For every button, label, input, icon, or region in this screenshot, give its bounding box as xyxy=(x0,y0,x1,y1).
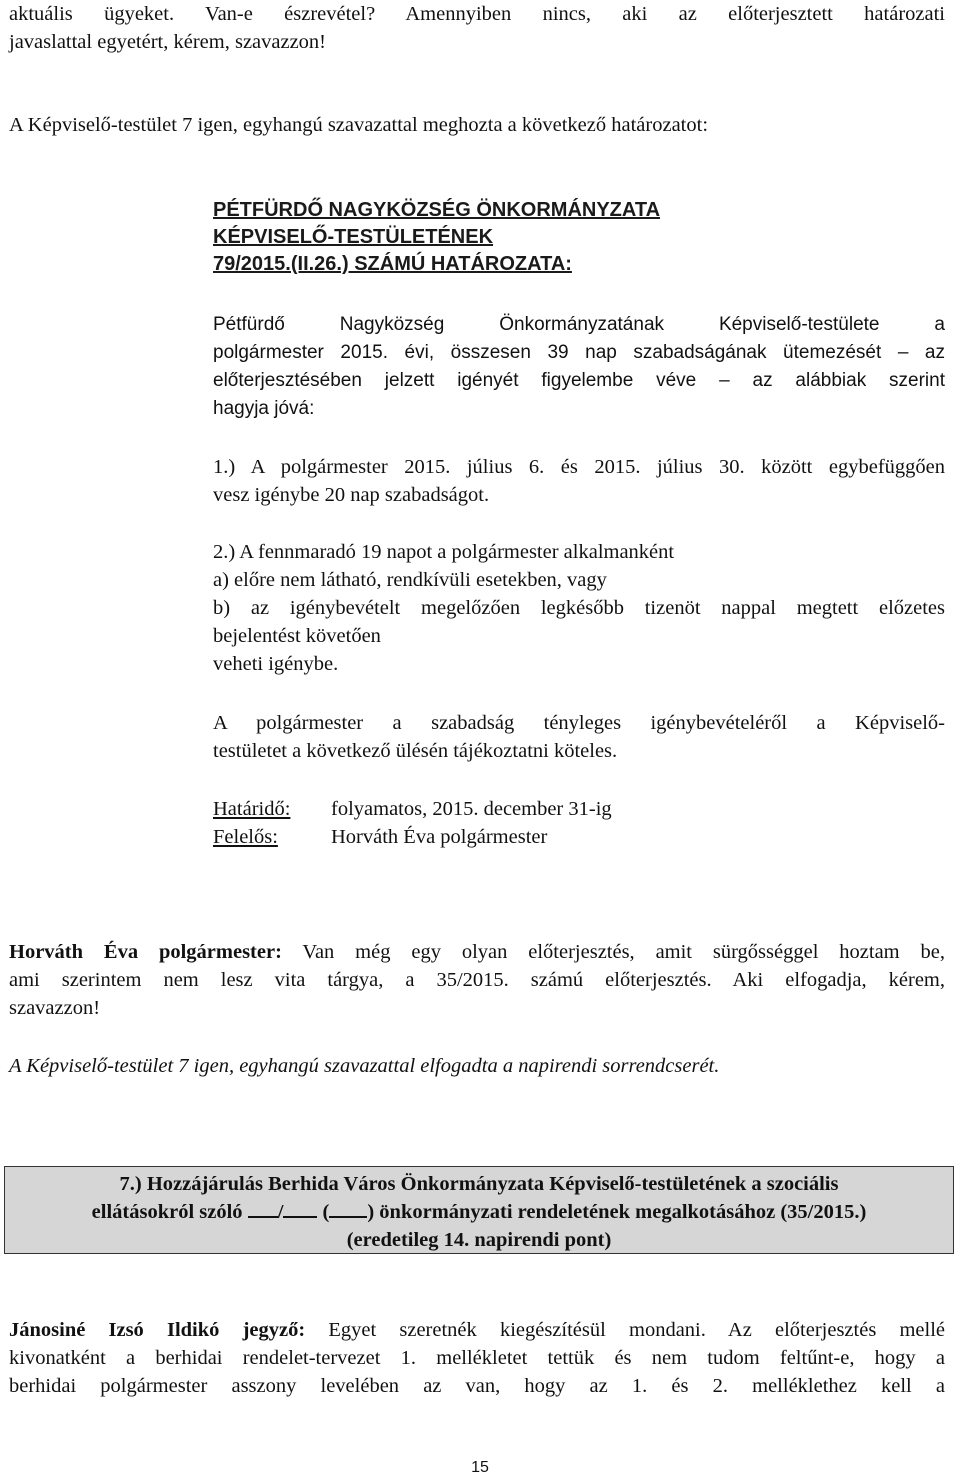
resolution-intro-line-2: polgármester 2015. évi, összesen 39 nap szabadságának ütemezését – az xyxy=(213,342,945,363)
blank-date xyxy=(329,1198,367,1218)
deadline-label: Határidő: xyxy=(213,798,291,820)
agenda-line-1: 7.) Hozzájárulás Berhida Város Önkormányzata Képviselő-testületének a szociális xyxy=(119,1173,839,1195)
deadline-value: folyamatos, 2015. december 31-ig xyxy=(331,798,612,820)
blank-year xyxy=(283,1198,317,1218)
notary-speaker: Jánosiné Izsó Ildikó jegyző: xyxy=(9,1319,306,1341)
point-2-line-2: a) előre nem látható, rendkívüli esetekben, vagy xyxy=(213,569,607,591)
point-2-line-3: b) az igénybevételt megelőzően legkésőbb tizenöt nappal megtett előzetes xyxy=(213,597,945,619)
point-2-line-1: 2.) A fennmaradó 19 napot a polgármester alkalmanként xyxy=(213,541,675,563)
blank-number xyxy=(248,1198,278,1218)
responsible-value: Horváth Éva polgármester xyxy=(331,826,548,848)
notary-text-1: Egyet szeretnék kiegészítésül mondani. Az előterjesztés mellé xyxy=(328,1319,946,1341)
resolution-point-1 xyxy=(213,453,945,509)
mayor-line-2: ami szerintem nem lesz vita tárgya, a 35/2015. számú előterjesztés. Aki elfogadja, kérem, xyxy=(9,969,945,991)
resolution-heading xyxy=(213,197,660,278)
mayor-line-1 xyxy=(9,938,945,966)
point-1-line-2: vesz igénybe 20 nap szabadságot. xyxy=(213,484,490,506)
notary-statement xyxy=(9,1316,945,1400)
agenda-line-2-c: ( xyxy=(322,1201,330,1223)
responsible-row xyxy=(213,823,945,851)
agenda-line-2 xyxy=(5,1198,953,1226)
mayor-line-3: szavazzon! xyxy=(9,997,101,1019)
resolution-intro-line-3: előterjesztésében jelzett igényét figyelembe véve – az alábbiak szerint xyxy=(213,370,945,391)
intro-line-1: aktuális ügyeket. Van-e észrevétel? Amennyiben nincs, aki az előterjesztett határozati xyxy=(9,3,945,25)
point-2-line-5: veheti igénybe. xyxy=(213,653,339,675)
vote-result-1: A Képviselő-testület 7 igen, egyhangú szavazattal meghozta a következő határozatot: xyxy=(9,114,709,136)
responsible-label: Felelős: xyxy=(213,826,278,848)
agenda-line-2-a: ellátásokról szóló xyxy=(91,1201,243,1223)
agenda-item-box xyxy=(4,1166,954,1254)
resolution-intro xyxy=(213,311,945,423)
deadline-row xyxy=(213,795,945,823)
agenda-line-2-d: ) önkormányzati rendeletének megalkotásához (35/2015.) xyxy=(367,1201,867,1223)
report-line-1: A polgármester a szabadság tényleges igénybevételéről a Képviselő- xyxy=(213,712,945,734)
mayor-text-1: Van még egy olyan előterjesztés, amit sürgősséggel hoztam be, xyxy=(302,941,945,963)
point-2-line-4: bejelentést követően xyxy=(213,625,381,647)
resolution-heading-line-1: PÉTFÜRDŐ NAGYKÖZSÉG ÖNKORMÁNYZATA xyxy=(213,199,661,221)
resolution-point-2 xyxy=(213,538,945,678)
notary-line-2: kivonatként a berhidai rendelet-tervezet 1. mellékletet tettük és nem tudom feltűnt-e, hogy a xyxy=(9,1347,945,1369)
resolution-heading-line-2: KÉPVISELŐ-TESTÜLETÉNEK xyxy=(213,226,494,248)
intro-line-2: javaslattal egyetért, kérem, szavazzon! xyxy=(9,31,327,53)
mayor-speaker: Horváth Éva polgármester: xyxy=(9,941,282,963)
resolution-report xyxy=(213,709,945,765)
notary-line-3: berhidai polgármester asszony levelében az van, hogy az 1. és 2. melléklethez kell a xyxy=(9,1375,945,1397)
notary-line-1 xyxy=(9,1316,945,1344)
agenda-line-3: (eredetileg 14. napirendi pont) xyxy=(346,1229,612,1251)
page-number: 15 xyxy=(471,1459,489,1476)
agenda-line-2-b: / xyxy=(277,1201,284,1223)
resolution-heading-line-3: 79/2015.(II.26.) SZÁMÚ HATÁROZATA: xyxy=(213,253,572,275)
point-1-line-1: 1.) A polgármester 2015. július 6. és 2015. július 30. között egybefüggően xyxy=(213,456,945,478)
vote-result-2: A Képviselő-testület 7 igen, egyhangú szavazattal elfogadta a napirendi sorrendcserét. xyxy=(9,1055,720,1077)
intro-paragraph xyxy=(9,0,945,56)
resolution-intro-line-1: Pétfürdő Nagyközség Önkormányzatának Képviselő-testülete a xyxy=(213,314,945,335)
report-line-2: testületet a következő ülésén tájékoztatni köteles. xyxy=(213,740,618,762)
mayor-statement xyxy=(9,938,945,1022)
resolution-intro-line-4: hagyja jóvá: xyxy=(213,398,315,419)
